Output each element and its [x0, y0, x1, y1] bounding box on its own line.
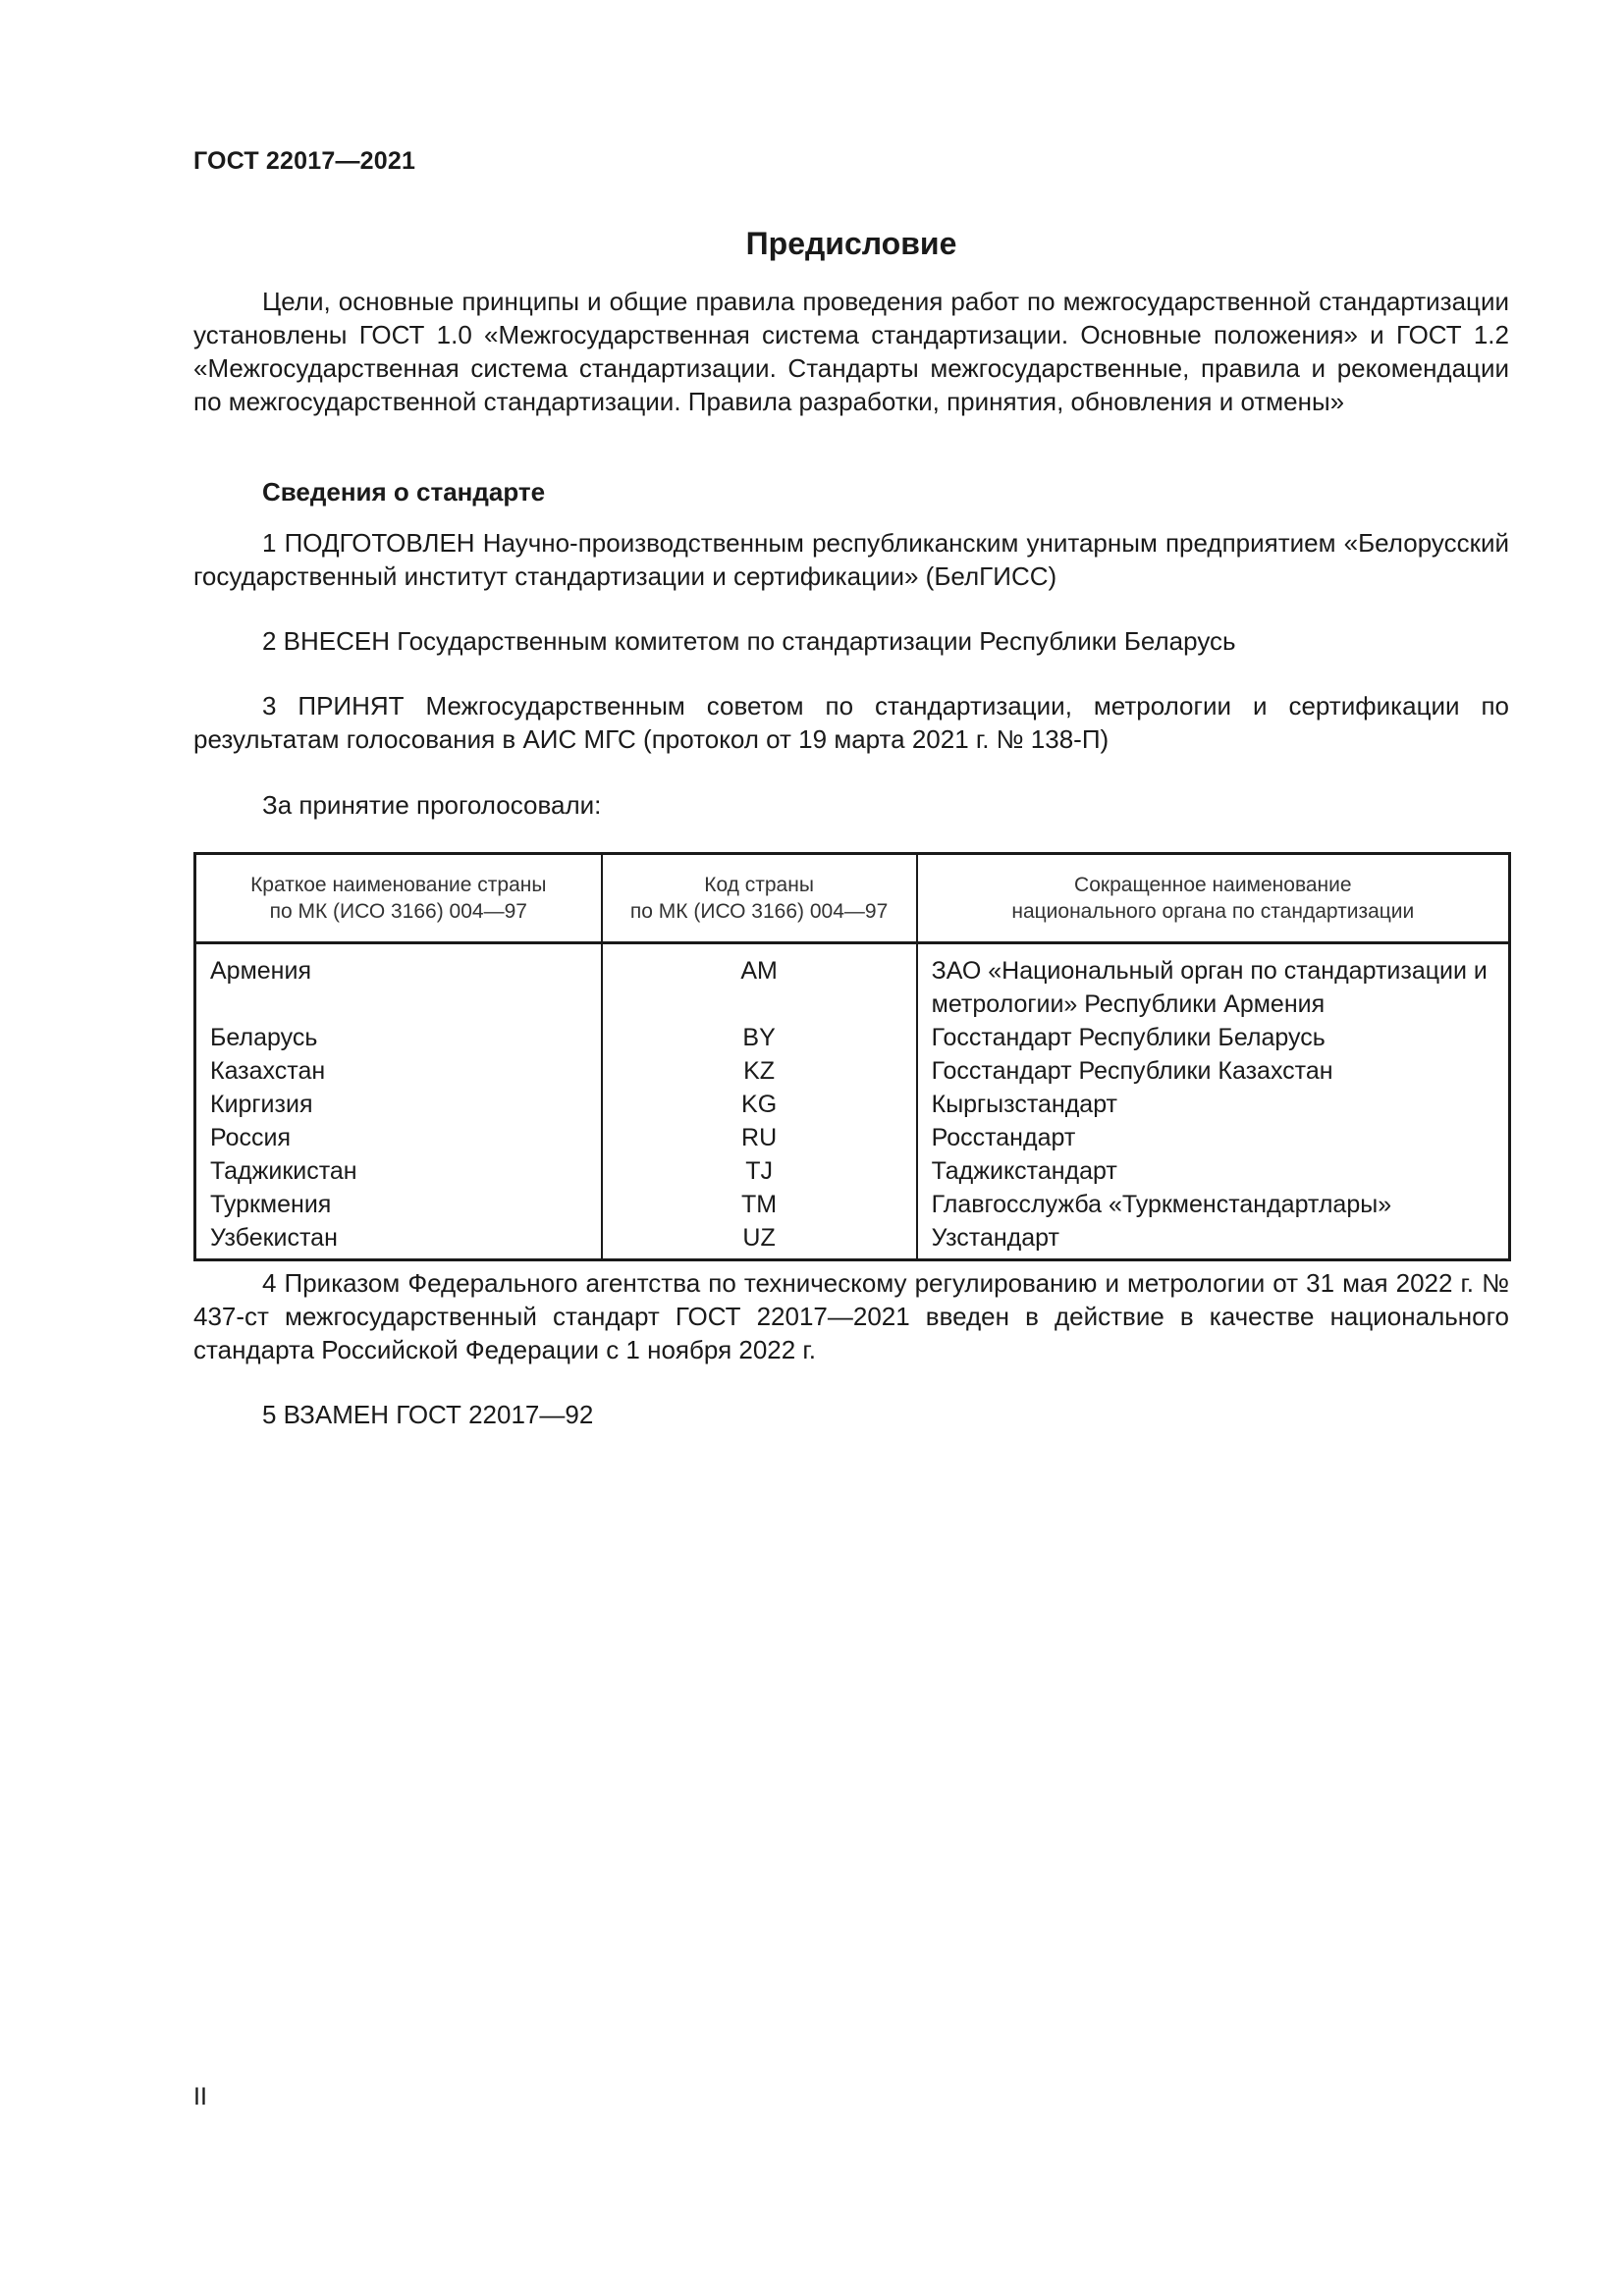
national-body-cell: Таджикстандарт	[917, 1154, 1510, 1188]
national-body-cell: ЗАО «Национальный орган по стандартизации и метрологии» Республики Армения	[917, 943, 1510, 1022]
national-body-cell: Узстандарт	[917, 1221, 1510, 1260]
code-cell: TM	[602, 1188, 917, 1221]
item-2-paragraph: 2 ВНЕСЕН Государственным комитетом по стандартизации Республики Беларусь	[262, 626, 1236, 656]
table-row	[195, 1054, 1510, 1088]
code-cell: AM	[602, 943, 917, 1022]
header-code-line-1: Код страны	[704, 874, 814, 896]
header-body-line-2: национального органа по стандартизации	[1011, 900, 1415, 923]
country-cell: Киргизия	[210, 1091, 313, 1118]
code-cell: KZ	[602, 1054, 917, 1088]
country-cell: Узбекистан	[210, 1224, 338, 1252]
table-row	[195, 1154, 1510, 1188]
item-3-paragraph: 3 ПРИНЯТ Межгосударственным советом по стандартизации, метрологии и сертификации по результатам голосования в АИС МГС (протокол от 19 марта 2021 г. № 138-П)	[193, 691, 1509, 754]
intro-paragraph: Цели, основные принципы и общие правила проведения работ по межгосударственной стандартизации установлены ГОСТ 1.0 «Межгосударственная система стандартизации. Основные положения» и ГОСТ 1.2 «Межгосударственная система стандартизации. Стандарты межгосударственные, правила и рекомендации по межгосударственной стандартизации. Правила разработки, принятия, обновления и отмены»	[193, 287, 1509, 416]
table-row	[195, 943, 1510, 1022]
country-cell: Россия	[210, 1124, 291, 1151]
national-body-cell: Кыргызстандарт	[917, 1088, 1510, 1121]
voting-table	[193, 852, 1511, 1261]
page-number: II	[193, 2083, 207, 2110]
item-4-paragraph: 4 Приказом Федерального агентства по техническому регулированию и метрологии от 31 мая 2022 г. № 437-ст межгосударственный стандарт ГОСТ 22017—2021 введен в действие в качестве национального стандарта Российской Федерации с 1 ноября 2022 г.	[193, 1268, 1509, 1364]
standard-info-heading: Сведения о стандарте	[262, 477, 546, 507]
country-cell: Беларусь	[210, 1024, 318, 1051]
table-row	[195, 1121, 1510, 1154]
header-code-line-2: по МК (ИСО 3166) 004—97	[629, 900, 889, 923]
national-body-cell: Росстандарт	[917, 1121, 1510, 1154]
header-national-body	[917, 854, 1510, 943]
section-title: Предисловие	[745, 226, 957, 261]
national-body-cell: Главгосслужба «Туркменстандартлары»	[917, 1188, 1510, 1221]
header-body-line-1: Сокращенное наименование	[1074, 874, 1352, 896]
country-cell: Туркмения	[210, 1191, 332, 1218]
header-country-line-2: по МК (ИСО 3166) 004—97	[269, 900, 527, 923]
code-cell: RU	[602, 1121, 917, 1154]
table-row	[195, 1088, 1510, 1121]
header-country-name	[195, 854, 602, 943]
item-1-paragraph: 1 ПОДГОТОВЛЕН Научно-производственным республиканским унитарным предприятием «Белорусский государственный институт стандартизации и сертификации» (БелГИСС)	[193, 528, 1509, 591]
table-row	[195, 1188, 1510, 1221]
item-5-paragraph: 5 ВЗАМЕН ГОСТ 22017—92	[262, 1400, 594, 1429]
document-header: ГОСТ 22017—2021	[193, 147, 416, 175]
code-cell: UZ	[602, 1221, 917, 1260]
code-cell: TJ	[602, 1154, 917, 1188]
country-cell: Таджикистан	[210, 1157, 357, 1185]
table-header-row	[195, 854, 1510, 943]
national-body-cell: Госстандарт Республики Беларусь	[917, 1021, 1510, 1054]
table-row	[195, 1221, 1510, 1260]
table-row	[195, 1021, 1510, 1054]
national-body-cell: Госстандарт Республики Казахстан	[917, 1054, 1510, 1088]
country-cell: Казахстан	[210, 1057, 326, 1085]
header-country-line-1: Краткое наименование страны	[250, 874, 547, 896]
header-country-code	[602, 854, 917, 943]
country-cell: Армения	[210, 957, 311, 985]
code-cell: KG	[602, 1088, 917, 1121]
vote-intro-paragraph: За принятие проголосовали:	[262, 790, 602, 820]
code-cell: BY	[602, 1021, 917, 1054]
